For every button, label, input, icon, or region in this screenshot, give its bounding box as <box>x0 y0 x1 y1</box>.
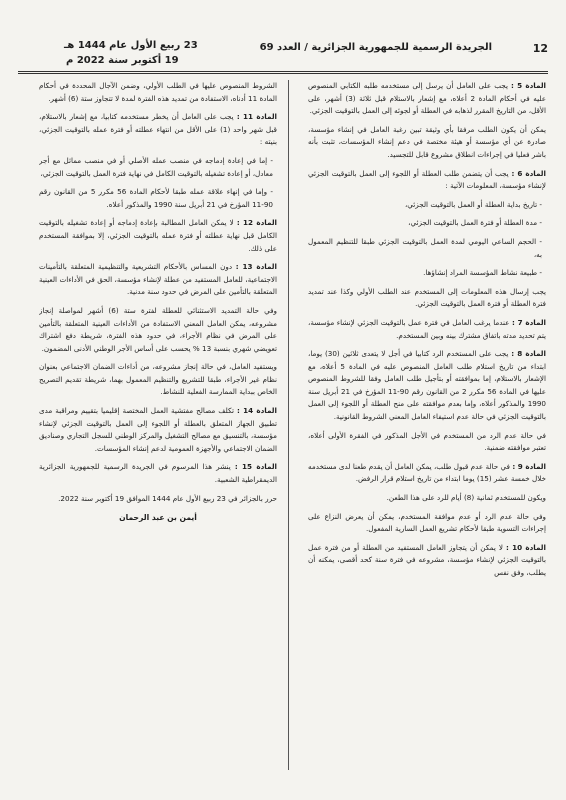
paragraph <box>308 124 546 162</box>
article-paragraph <box>39 111 277 149</box>
paragraph <box>39 305 277 355</box>
article-heading: المادة 10 : <box>505 542 546 552</box>
paragraph-text: في حالة عدم قبول طلب، يمكن العامل أن يقدم طعنا لدى مستخدمه خلال خمسة عشر (15) يوما ابتداء من تاريخ استلام قرار الرفض. <box>308 461 546 484</box>
paragraph-text: يجب أن يتضمن طلب العطلة أو اللجوء إلى العمل بالتوقيت الجزئي لإنشاء مؤسسة، المعلومات الآتية : <box>308 168 546 191</box>
paragraph-text: - مدة العطلة أو فترة العمل بالتوقيت الجزئي، <box>408 218 542 228</box>
paragraph-text: يجب إرسال هذه المعلومات إلى المستخدم عند الطلب الأولي وكذا عند تمديد فترة العطلة أو فترة العمل بالتوقيت الجزئي. <box>308 286 546 309</box>
paragraph-text: حرر بالجزائر في 23 ربيع الأول عام 1444 الموافق 19 أكتوبر سنة 2022. <box>58 493 277 503</box>
article-heading: المادة 13 : <box>235 262 277 272</box>
article-paragraph <box>308 317 546 342</box>
paragraph-text: يمكن أن يكون الطلب مرفقا بأي وثيقة تبين رغبة العامل في إنشاء مؤسسة، صادرة عن أي مؤسسة أو هيئة مختصة في دعم إنشاء المؤسسات، تثبت بأنه باشر فعليا في إجراءات انطلاق مشروع قابل للتجسيد. <box>308 124 546 159</box>
header-rule <box>18 71 548 74</box>
paragraph-text: يجب على المستخدم الرد كتابيا في أجل لا يتعدى ثلاثين (30) يوما، ابتداء من تاريخ استلام طلب العامل المنصوص عليه في المادة 5 أعلاه، مع الإشعار بالاستلام، إما بموافقته أو بتأجيل طلب العامل وفقا للشروط المنصوص عليها في المادة 56 مكرر 2 من القانون رقم 90-11 المؤرخ في 21 أبريل سنة 1990 والمذكور أعلاه، وإما بعدم موافقته على منح العطلة أو اللجوء إلى العمل بالتوقيت الجزئي في حالة عدم استيفاء العامل المعني الشروط القانونية. <box>308 349 546 422</box>
paragraph <box>308 430 546 455</box>
paragraph <box>39 155 277 180</box>
paragraph-text: وفي حالة التمديد الاستثنائي للعطلة لفترة ستة (6) أشهر لمواصلة إنجاز مشروعه، يمكن العامل المعني الاستفادة من الأداءات العينية المتعلقة بالتأمين على المرض في نظام الأجراء، في حدود هذه الفترة، شريطة دفع اشتراك تعويضي شهري بنسبة 13 % يحسب على أساس الأجر الوطني الأدنى المضمون. <box>39 305 277 353</box>
paragraph-text: ويكون للمستخدم ثمانية (8) أيام للرد على هذا الطعن. <box>386 493 546 503</box>
paragraph-text: - وإما في إنهاء علاقة عمله طبقا لأحكام المادة 56 مكرر 5 من القانون رقم 90-11 المؤرخ في 21 أبريل سنة 1990 والمذكور أعلاه. <box>39 187 273 209</box>
article-paragraph <box>39 217 277 255</box>
article-paragraph <box>308 542 546 580</box>
paragraph-text: لا يمكن أن يتجاوز العامل المستفيد من العطلة أو من فترة عمل بالتوقيت الجزئي لإنشاء مؤسسة، مشروعه في فترة سنة كحد أقصى، يمكنه أن يطلب، وفق نفس <box>308 542 546 577</box>
article-heading: المادة 14 : <box>237 406 277 416</box>
paragraph <box>308 236 546 261</box>
article-paragraph <box>308 168 546 193</box>
article-paragraph <box>308 348 546 424</box>
right-column <box>308 80 546 790</box>
column-divider <box>288 80 289 770</box>
paragraph <box>308 286 546 311</box>
paragraph-text: في حالة عدم الرد من المستخدم في الأجل المذكور في الفقرة الأولى أعلاه، تعتبر موافقته ضمنية. <box>308 430 546 453</box>
paragraph <box>308 267 546 280</box>
article-paragraph <box>39 261 277 299</box>
paragraph-text: لا يمكن العامل المطالبة بإعادة إدماجه أو إعادة تشغيله بالتوقيت الكامل قبل نهاية عطلته أو فترة عمله بالتوقيت الجزئي، إلا بموافقة المستخدم على ذلك. <box>39 218 277 253</box>
paragraph <box>39 186 277 211</box>
paragraph <box>308 492 546 505</box>
gregorian-date: 19 أكتوبر سنة 2022 م <box>66 55 179 66</box>
paragraph-text: يجب على العامل أن يرسل إلى مستخدمه طلبه الكتابي المنصوص عليه في أحكام المادة 2 أعلاه، مع إشعار بالاستلام قبل ثلاثة (3) أشهر، على الأقل، من التاريخ المقرر لذهابه في العطلة أو لجوئه إلى العمل بالتوقيت الجزئي. <box>308 81 546 116</box>
article-heading: المادة 7 : <box>512 317 546 327</box>
hijri-date: 23 ربيع الأول عام 1444 هـ <box>64 40 198 51</box>
article-heading: المادة 6 : <box>511 168 546 178</box>
left-column <box>39 80 277 790</box>
page-header <box>18 38 548 72</box>
article-heading: المادة 9 : <box>512 461 546 471</box>
article-paragraph <box>308 80 546 118</box>
article-heading: المادة 12 : <box>236 218 277 228</box>
article-heading: المادة 5 : <box>510 81 546 90</box>
paragraph <box>308 199 546 212</box>
page-number: 12 <box>532 42 548 55</box>
paragraph-text: يجب على العامل أن يخطر مستخدمه كتابيا، مع إشعار بالاستلام، قبل شهر واحد (1) على الأقل من انتهاء عطلته أو فترة عمله بالتوقيت الجزئي، بنيته : <box>39 112 277 147</box>
paragraph-text: - إما في إعادة إدماجه في منصب عمله الأصلي أو في منصب مماثل مع أجر معادل، أو إعادة تشغيله بالتوقيت الكامل في نهاية فترة العمل بالتوقيت الجزئي، <box>39 155 273 178</box>
paragraph-text: - الحجم الساعي اليومي لمدة العمل بالتوقيت الجزئي طبقا للتنظيم المعمول به، <box>308 236 542 259</box>
paragraph-text: دون المساس بالأحكام التشريعية والتنظيمية المتعلقة بالتأمينات الاجتماعية، للعامل المستفيد من عطلة لإنشاء مؤسسة، الحق في الأداءات العينية المتعلقة بالتأمين على المرض في حدود سنة مدنية. <box>39 262 277 297</box>
article-heading: المادة 11 : <box>236 112 277 122</box>
gazette-title: الجريدة الرسمية للجمهورية الجزائرية / العدد 69 <box>259 42 492 53</box>
paragraph-text: تكلف مصالح مفتشية العمل المختصة إقليميا بتقييم ومراقبة مدى تطبيق الجهاز المتعلق بالعطلة أو اللجوء إلى العمل بالتوقيت الجزئي لإنشاء مؤسسة، بالتنسيق مع مصالح التشغيل والمركز الوطني للسجل التجاري وصناديق الضمان الاجتماعي والأجهزة العمومية لدعم إنشاء المؤسسات. <box>39 406 277 453</box>
paragraph <box>308 217 546 230</box>
paragraph-text: عندما يرغب العامل في فترة عمل بالتوقيت الجزئي لإنشاء مؤسسة، يتم تحديد مدته باتفاق مشترك بينه وبين المستخدم. <box>308 317 546 340</box>
article-paragraph <box>39 461 277 486</box>
article-heading: المادة 15 : <box>234 462 277 472</box>
article-heading: المادة 8 : <box>511 349 546 359</box>
paragraph <box>39 361 277 399</box>
paragraph-text: - طبيعة نشاط المؤسسة المراد إنشاؤها. <box>423 268 542 278</box>
paragraph-text: الشروط المنصوص عليها في الطلب الأولي، وضمن الآجال المحددة في أحكام المادة 11 أدناه، الاستفادة من تمديد هذه الفترة لمدة لا تتجاوز ستة (6) أشهر. <box>39 81 277 103</box>
paragraph <box>39 80 277 105</box>
paragraph-text: ينشر هذا المرسوم في الجريدة الرسمية للجمهورية الجزائرية الديمقراطية الشعبية. <box>39 462 277 485</box>
paragraph-text: وفي حالة عدم الرد أو عدم موافقة المستخدم، يمكن أن يعرض النزاع على إجراءات التسوية طبقا لأحكام تشريع العمل السارية المفعول. <box>308 511 546 534</box>
paragraph <box>39 493 277 506</box>
paragraph <box>308 511 546 536</box>
paragraph-text: - تاريخ بداية العطلة أو العمل بالتوقيت الجزئي، <box>404 199 542 209</box>
signature: أيمن بن عبد الرحمان <box>119 513 197 523</box>
article-paragraph <box>39 405 277 455</box>
article-paragraph <box>308 461 546 486</box>
paragraph-text: ويستفيد العامل، في حالة إنجاز مشروعه، من أداءات الضمان الاجتماعي بعنوان نظام غير الأجراء، طبقا للتشريع والتنظيم المعمول بهما، شريطة تقديم التصريح الخاص ببداية الممارسة الفعلية للنشاط. <box>39 362 277 397</box>
